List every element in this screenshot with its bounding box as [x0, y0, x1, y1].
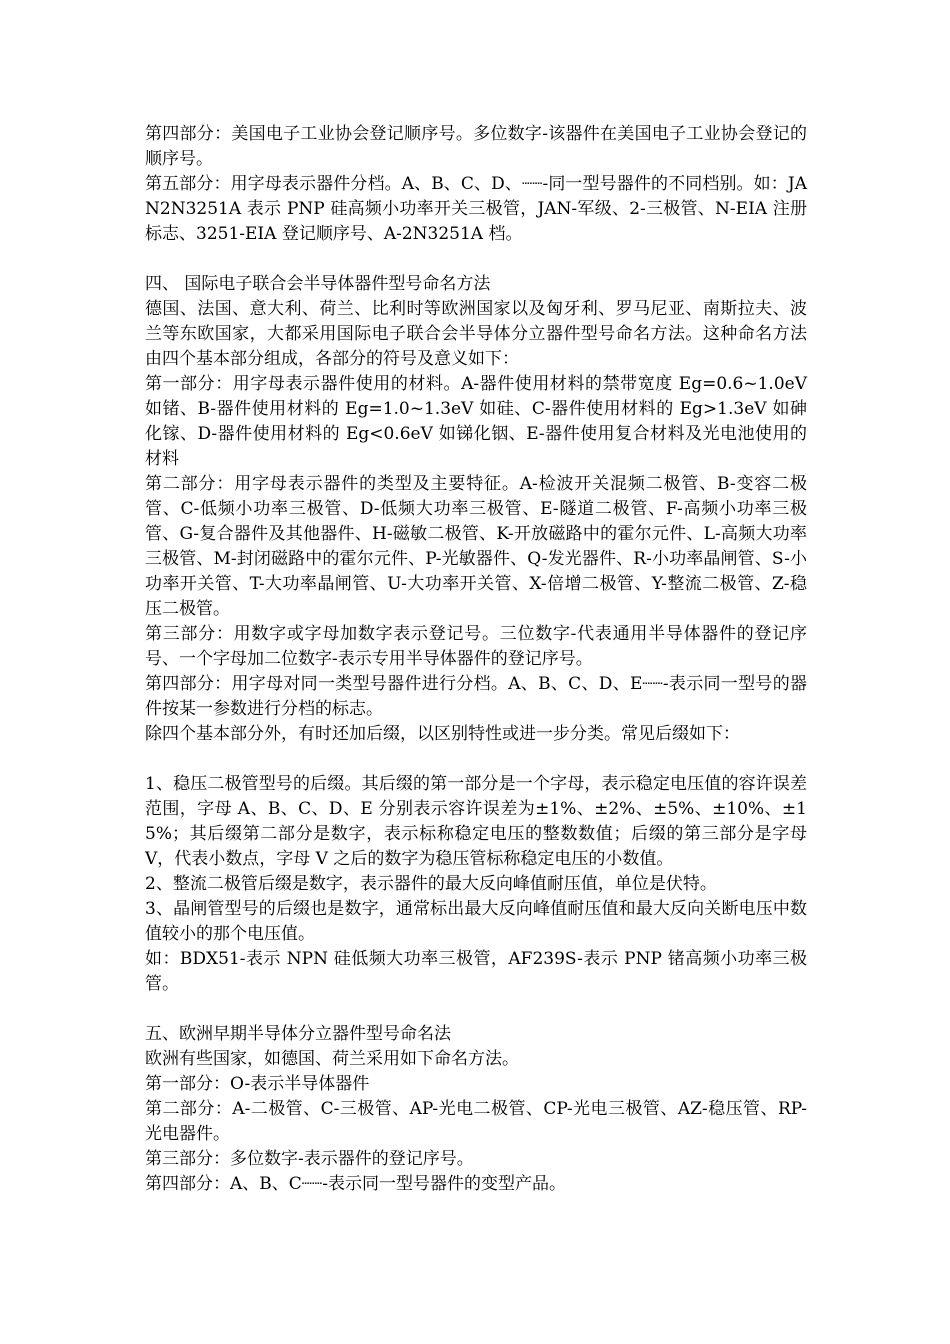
paragraph-examples: 如：BDX51-表示 NPN 硅低频大功率三极管，AF239S-表示 PNP 锗高频小功率三极管。 [145, 949, 807, 994]
paragraph-pro-electron-part3: 第三部分：用数字或字母加数字表示登记号。三位数字-代表通用半导体器件的登记序号、一个字母加二位数字-表示专用半导体器件的登记序号。 [145, 624, 807, 669]
paragraph-pro-electron-part4: 第四部分：用字母对同一类型号器件进行分档。A、B、C、D、E┈┈-表示同一型号的器件按某一参数进行分档的标志。 [145, 674, 807, 719]
paragraph-suffix-intro: 除四个基本部分外，有时还加后缀，以区别特性或进一步分类。常见后缀如下： [145, 724, 740, 744]
paragraph-suffix-rectifier: 2、整流二极管后缀是数字，表示器件的最大反向峰值耐压值，单位是伏特。 [145, 874, 717, 894]
paragraph-early-part3: 第三部分：多位数字-表示器件的登记序号。 [145, 1149, 474, 1169]
paragraph-pro-electron-part1: 第一部分：用字母表示器件使用的材料。A-器件使用材料的禁带宽度 Eg=0.6~1.0eV 如锗、B-器件使用材料的 Eg=1.0~1.3eV 如硅、C-器件使用材料的 Eg>1.3eV 如砷化镓、D-器件使用材料的 Eg<0.6eV 如锑化铟、E-器件使用复合材料及光电池使用的材料 [145, 374, 807, 469]
paragraph-suffix-zener: 1、稳压二极管型号的后缀。其后缀的第一部分是一个字母，表示稳定电压值的容许误差范围，字母 A、B、C、D、E 分别表示容许误差为±1%、±2%、±5%、±10%、±15%；其后缀第二部分是数字，表示标称稳定电压的整数数值；后缀的第三部分是字母 V，代表小数点，字母 V 之后的数字为稳压管标称稳定电压的小数值。 [145, 774, 807, 869]
paragraph-early-part4: 第四部分：A、B、C┈┈-表示同一型号器件的变型产品。 [145, 1174, 566, 1194]
section-heading-5: 五、欧洲早期半导体分立器件型号命名法 [145, 1024, 451, 1044]
document-page [145, 122, 807, 1197]
section-heading-4: 四、 国际电子联合会半导体器件型号命名方法 [145, 274, 491, 294]
blank-line [145, 747, 807, 772]
paragraph-early-part1: 第一部分：O-表示半导体器件 [145, 1074, 370, 1094]
paragraph-eia-part4: 第四部分：美国电子工业协会登记顺序号。多位数字-该器件在美国电子工业协会登记的顺序号。 [145, 124, 807, 169]
paragraph-early-europe-intro: 欧洲有些国家，如德国、荷兰采用如下命名方法。 [145, 1049, 519, 1069]
paragraph-suffix-thyristor: 3、晶闸管型号的后缀也是数字，通常标出最大反向峰值耐压值和最大反向关断电压中数值较小的那个电压值。 [145, 899, 807, 944]
blank-line [145, 247, 807, 272]
paragraph-eia-part5: 第五部分：用字母表示器件分档。A、B、C、D、┈┈-同一型号器件的不同档别。如：JAN2N3251A 表示 PNP 硅高频小功率开关三极管，JAN-军级、2-三极管、N-EIA 注册标志、3251-EIA 登记顺序号、A-2N3251A 档。 [145, 174, 807, 244]
blank-line [145, 997, 807, 1022]
paragraph-early-part2: 第二部分：A-二极管、C-三极管、AP-光电二极管、CP-光电三极管、AZ-稳压管、RP-光电器件。 [145, 1099, 807, 1144]
paragraph-pro-electron-part2: 第二部分：用字母表示器件的类型及主要特征。A-检波开关混频二极管、B-变容二极管、C-低频小功率三极管、D-低频大功率三极管、E-隧道二极管、F-高频小功率三极管、G-复合器件及其他器件、H-磁敏二极管、K-开放磁路中的霍尔元件、L-高频大功率三极管、M-封闭磁路中的霍尔元件、P-光敏器件、Q-发光器件、R-小功率晶闸管、S-小功率开关管、T-大功率晶闸管、U-大功率开关管、X-倍增二极管、Y-整流二极管、Z-稳压二极管。 [145, 474, 807, 619]
paragraph-pro-electron-intro: 德国、法国、意大利、荷兰、比利时等欧洲国家以及匈牙利、罗马尼亚、南斯拉夫、波兰等东欧国家，大都采用国际电子联合会半导体分立器件型号命名方法。这种命名方法由四个基本部分组成，各部分的符号及意义如下： [145, 299, 807, 369]
